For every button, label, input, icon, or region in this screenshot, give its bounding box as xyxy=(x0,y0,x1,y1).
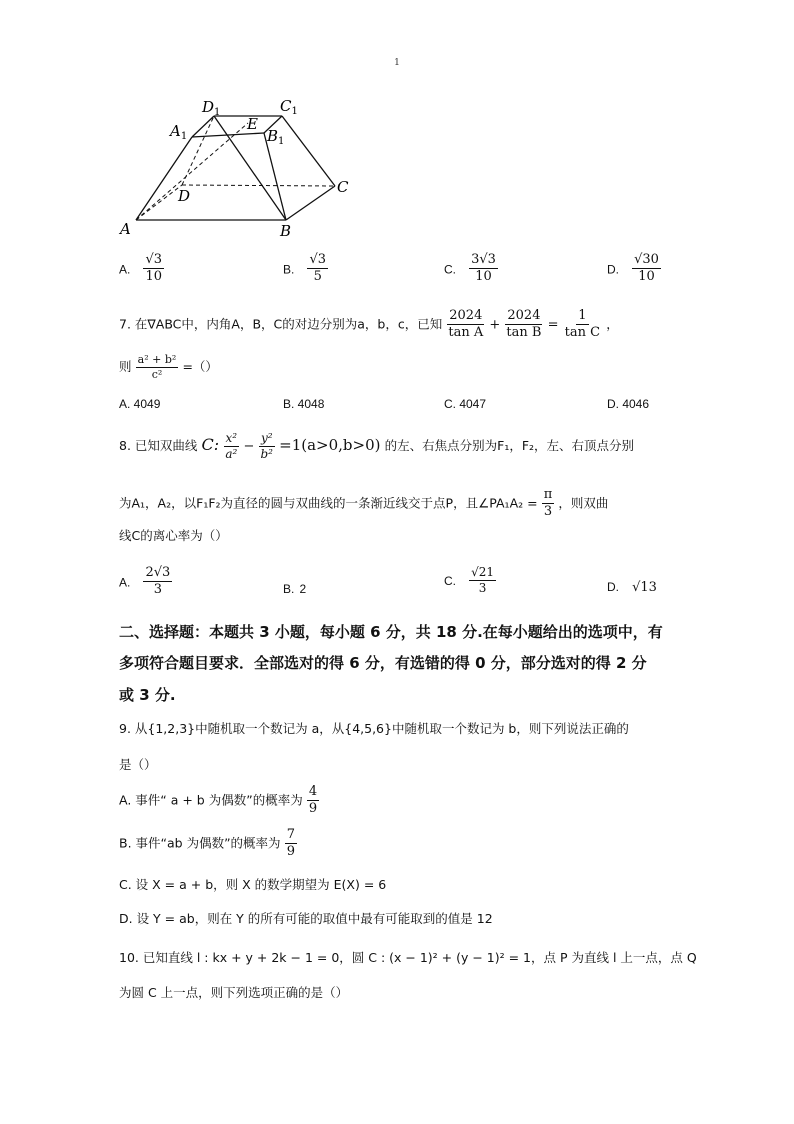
frac-num: 4 xyxy=(307,785,319,801)
q7-option-b[interactable]: B. 4048 xyxy=(283,397,325,411)
option-letter: D. xyxy=(607,262,619,277)
frac-den: 9 xyxy=(308,801,318,817)
label-B1: $B_1$ xyxy=(267,127,285,147)
q9-option-a[interactable] xyxy=(119,785,319,817)
plus-sign: + xyxy=(489,317,501,333)
label-B: B xyxy=(280,222,292,240)
q9-option-d[interactable]: D. 设 Y = ab，则在 Y 的所有可能的取值中最有可能取到的值是 12 xyxy=(119,911,493,926)
q6-option-c[interactable] xyxy=(444,253,498,285)
q9-option-c[interactable]: C. 设 X = a + b，则 X 的数学期望为 E(X) = 6 xyxy=(119,877,387,892)
q8-line3: 线C的离心率为（） xyxy=(119,528,228,543)
label-D1: $D_1$ xyxy=(202,98,221,118)
frac-den: tan A xyxy=(448,325,484,341)
frac-den: tan C xyxy=(564,325,601,341)
q8-option-a[interactable] xyxy=(119,566,172,598)
q6-option-d[interactable] xyxy=(607,253,661,285)
frac-den: 3 xyxy=(153,582,162,598)
frac-den: 3 xyxy=(478,581,487,596)
frac-den: 5 xyxy=(313,269,322,285)
frac-den: a² xyxy=(225,447,238,462)
frac-den: b² xyxy=(260,447,273,462)
q7-text: =（） xyxy=(182,359,218,375)
q7-option-a[interactable]: A. 4049 xyxy=(119,397,161,411)
q6-option-b[interactable] xyxy=(283,253,328,285)
label-E: E xyxy=(247,115,258,133)
q8-text: 为A₁，A₂，以F₁F₂为直径的圆与双曲线的一条渐近线交于点P，且∠PA₁A₂ = xyxy=(119,495,538,511)
frac-den: 10 xyxy=(638,269,655,285)
frac-den: 9 xyxy=(286,844,295,860)
q7-option-c[interactable]: C. 4047 xyxy=(444,397,487,411)
frac-den: 3 xyxy=(543,504,553,520)
hidden-edge-AD xyxy=(136,185,182,220)
q8-text: ，则双曲 xyxy=(558,495,609,511)
hidden-edge-D-D1 xyxy=(182,116,214,185)
q8-line1 xyxy=(119,432,634,461)
curve-label: C: xyxy=(201,435,220,455)
label-C: C xyxy=(337,178,349,196)
q8-option-d[interactable] xyxy=(607,576,657,595)
option-letter: C. xyxy=(444,574,456,589)
frac-num: 1 xyxy=(576,309,588,325)
frac-den: tan B xyxy=(506,325,542,341)
option-letter: B. xyxy=(283,582,295,596)
q8-text: 8. 已知双曲线 xyxy=(119,438,198,454)
frac-num: √21 xyxy=(469,566,496,581)
q8-line2 xyxy=(119,488,608,520)
frac-num: 2√3 xyxy=(143,566,172,582)
page-number: 1 xyxy=(394,58,400,68)
section-2-line1: 二、选择题：本题共 3 小题，每小题 6 分，共 18 分.在每小题给出的选项中，有 xyxy=(119,623,663,641)
q8-option-b[interactable] xyxy=(283,578,306,597)
frac-num: 3√3 xyxy=(469,253,498,269)
condition: =1(a>0,b>0) xyxy=(279,436,381,455)
section-2-line3: 或 3 分. xyxy=(119,686,176,704)
section-2-line2: 多项符合题目要求．全部选对的得 6 分，有选错的得 0 分，部分选对的得 2 分 xyxy=(119,654,647,672)
frac-num: y² xyxy=(259,432,275,447)
q10-line2: 为圆 C 上一点，则下列选项正确的是（） xyxy=(119,985,349,1000)
minus-sign: − xyxy=(243,439,255,455)
q7-text: 7. 在∇ABC中，内角A，B，C的对边分别为a，b，c，已知 xyxy=(119,316,443,332)
frac-num: 2024 xyxy=(505,309,542,325)
q7-line1 xyxy=(119,309,619,341)
option-value: 2 xyxy=(299,582,307,596)
q8-text: 的左、右焦点分别为F₁，F₂，左、右顶点分别 xyxy=(384,438,635,454)
q7-option-d[interactable]: D. 4046 xyxy=(607,397,650,411)
option-text: A. 事件“ a + b 为偶数”的概率为 xyxy=(119,792,303,808)
q9-line2: 是（） xyxy=(119,757,157,772)
label-D: D xyxy=(178,187,191,205)
label-A1: $A_1$ xyxy=(170,122,188,142)
q9-line1: 9. 从{1,2,3}中随机取一个数记为 a，从{4,5,6}中随机取一个数记为 b，则下列说法正确的 xyxy=(119,721,629,736)
option-letter: C. xyxy=(444,262,456,277)
equals-sign: = xyxy=(547,317,559,333)
frac-num: 7 xyxy=(285,828,297,844)
option-letter: B. xyxy=(283,262,295,277)
frustum-figure xyxy=(110,92,370,242)
frac-den: 10 xyxy=(475,269,492,285)
frac-num: √3 xyxy=(143,253,164,269)
edge-BC xyxy=(286,186,335,220)
q7-line2 xyxy=(119,354,218,381)
q8-option-c[interactable] xyxy=(444,566,496,595)
frac-num: √3 xyxy=(307,253,328,269)
frac-num: √30 xyxy=(632,253,661,269)
q7-text: 则 xyxy=(119,359,132,375)
comma: ， xyxy=(606,316,619,332)
frac-num: x² xyxy=(224,432,240,447)
frac-num: π xyxy=(542,488,555,504)
option-value: √13 xyxy=(632,580,657,595)
frac-den: 10 xyxy=(145,269,162,285)
edge-A1-D1 xyxy=(192,116,214,137)
q6-option-a[interactable] xyxy=(119,253,164,285)
option-letter: A. xyxy=(119,575,131,590)
edge-C-C1 xyxy=(282,116,335,186)
hidden-edge-DC xyxy=(182,185,335,186)
frac-num: a² + b² xyxy=(136,354,179,368)
q9-option-b[interactable] xyxy=(119,828,297,860)
label-A: A xyxy=(120,220,131,238)
option-text: B. 事件“ab 为偶数”的概率为 xyxy=(119,835,281,851)
option-letter: A. xyxy=(119,262,131,277)
frac-num: 2024 xyxy=(447,309,484,325)
frac-den: c² xyxy=(151,368,163,382)
option-letter: D. xyxy=(607,580,619,594)
q10-line1: 10. 已知直线 l : kx + y + 2k − 1 = 0，圆 C : (x − 1)² + (y − 1)² = 1，点 P 为直线 l 上一点，点 Q xyxy=(119,950,697,965)
label-C1: $C_1$ xyxy=(280,97,298,117)
